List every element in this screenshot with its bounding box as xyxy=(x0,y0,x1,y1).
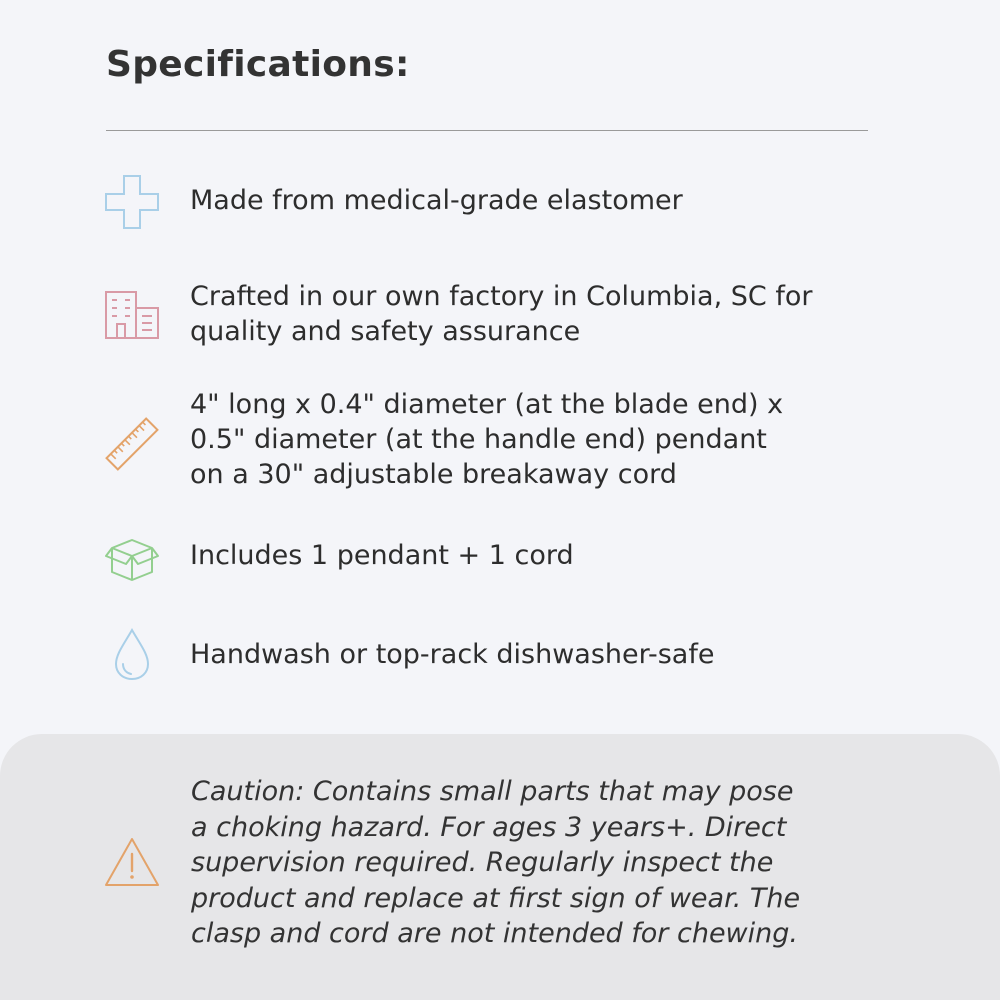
spec-text-dimensions-line: 0.5" diameter (at the handle end) pendant xyxy=(190,424,767,455)
spec-text-factory-line: Crafted in our own factory in Columbia, SC for xyxy=(190,281,813,312)
caution-text xyxy=(191,774,871,952)
spec-text-dimensions-line: 4" long x 0.4" diameter (at the blade end) x xyxy=(190,389,784,420)
spec-text-factory-line: quality and safety assurance xyxy=(190,316,581,347)
caution-line: a choking hazard. For ages 3 years+. Direct xyxy=(191,811,787,843)
caution-line: supervision required. Regularly inspect the xyxy=(191,847,774,878)
spec-text-dimensions xyxy=(190,387,870,492)
spec-text-dimensions-line: on a 30" adjustable breakaway cord xyxy=(190,459,677,490)
warning-triangle-icon xyxy=(104,836,160,888)
title-divider xyxy=(106,130,868,131)
medical-cross-icon xyxy=(104,174,160,230)
spec-text-care: Handwash or top-rack dishwasher-safe xyxy=(190,639,715,670)
page-title: Specifications: xyxy=(106,44,410,85)
spec-text-contents: Includes 1 pendant + 1 cord xyxy=(190,540,574,571)
spec-text-factory xyxy=(190,279,870,349)
caution-line: clasp and cord are not intended for chewing. xyxy=(191,918,798,949)
caution-line: product and replace at first sign of wear. The xyxy=(191,882,801,914)
caution-line: Caution: Contains small parts that may pose xyxy=(191,776,794,807)
factory-building-icon xyxy=(104,288,160,344)
ruler-icon xyxy=(104,416,160,472)
water-drop-icon xyxy=(104,626,160,682)
package-box-icon xyxy=(104,530,160,586)
spec-text-material: Made from medical-grade elastomer xyxy=(190,185,683,216)
